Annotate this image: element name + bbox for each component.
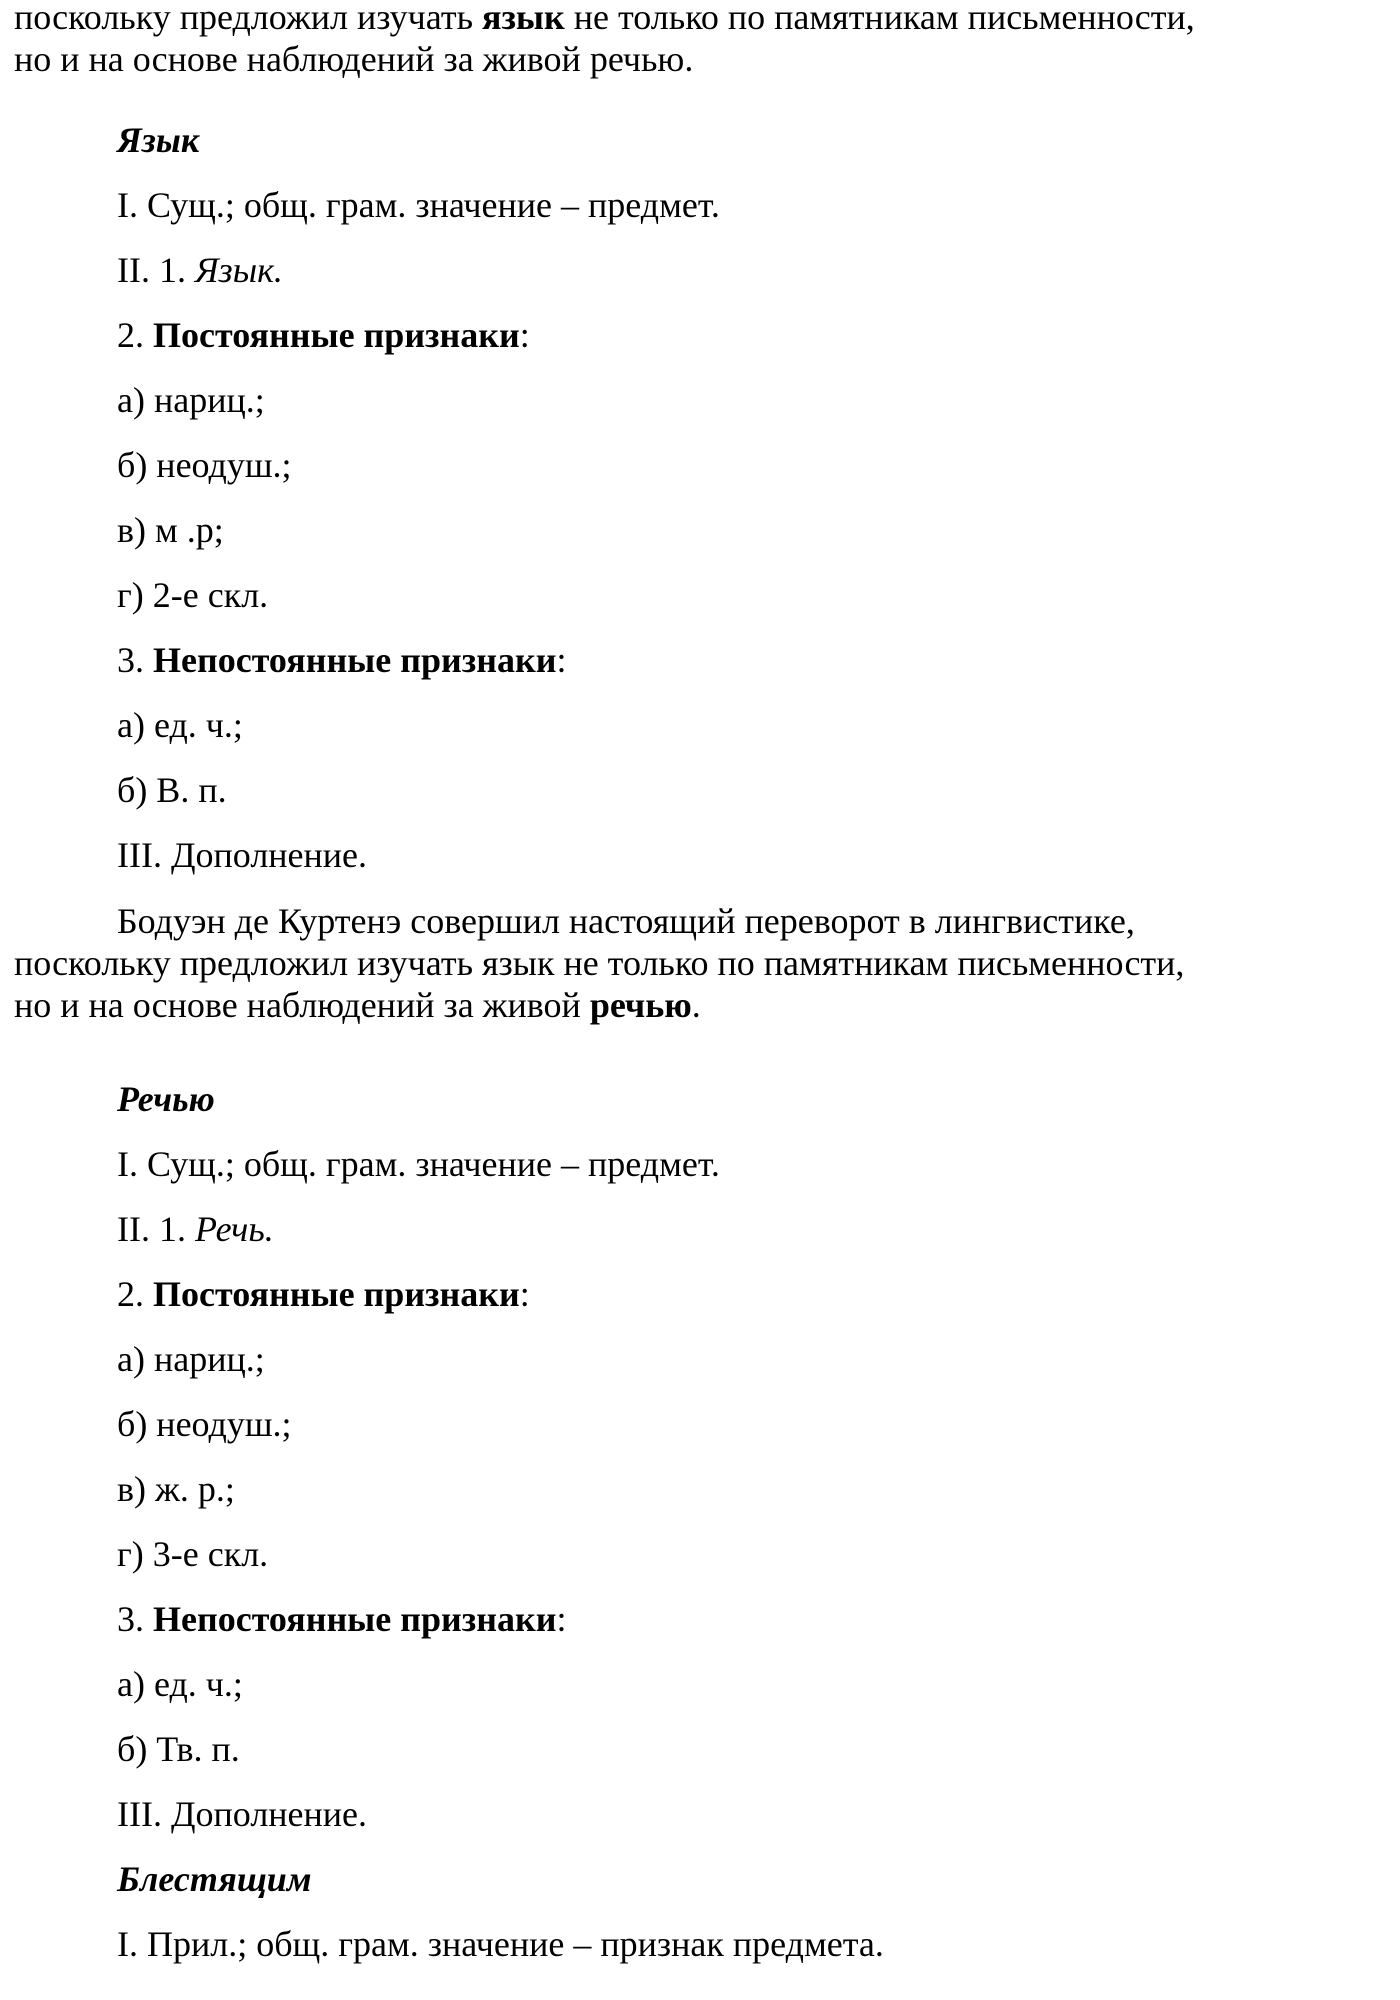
section-title-blestyaschim: Блестящим <box>117 1859 312 1899</box>
sentence-line-3-after: . <box>691 985 701 1025</box>
sentence-line-1: Бодуэн де Куртенэ совершил настоящий переворот в лингвистике, <box>117 901 1135 941</box>
yazyk-variable-num: 3. <box>117 640 153 680</box>
rech-part-2-num: II. 1. <box>117 1209 195 1249</box>
rech-part-1: I. Сущ.; общ. грам. значение – предмет. <box>117 1144 720 1184</box>
rech-part-2 <box>117 1207 274 1251</box>
rech-variable-label: Непостоянные признаки <box>153 1599 557 1639</box>
rech-constant-heading <box>117 1272 530 1316</box>
yazyk-constant-colon: : <box>519 315 530 355</box>
intro-line-2: но и на основе наблюдений за живой речью. <box>14 39 694 79</box>
rech-constant-item: б) неодуш.; <box>117 1404 292 1444</box>
yazyk-part-1: I. Сущ.; общ. грам. значение – предмет. <box>117 185 720 225</box>
yazyk-part-2 <box>117 248 283 292</box>
intro-text-after: не только по памятникам письменности, <box>564 0 1195 37</box>
yazyk-variable-label: Непостоянные признаки <box>153 640 557 680</box>
rech-constant-num: 2. <box>117 1274 153 1314</box>
rech-variable-heading <box>117 1597 567 1641</box>
yazyk-part-2-num: II. 1. <box>117 250 195 290</box>
rech-initial-form: Речь. <box>194 1209 274 1249</box>
paragraph-sentence <box>14 900 1394 1026</box>
rech-constant-colon: : <box>519 1274 530 1314</box>
yazyk-constant-heading <box>117 313 530 357</box>
section-title-yazyk: Язык <box>117 120 200 160</box>
rech-constant-item: в) ж. р.; <box>117 1469 235 1509</box>
intro-bold-word: язык <box>481 0 565 37</box>
yazyk-constant-num: 2. <box>117 315 153 355</box>
yazyk-constant-item: г) 2-е скл. <box>117 575 269 615</box>
yazyk-initial-form: Язык. <box>194 250 283 290</box>
yazyk-constant-item: в) м .р; <box>117 510 224 550</box>
yazyk-part-3: III. Дополнение. <box>117 835 368 875</box>
rech-constant-item: а) нариц.; <box>117 1339 265 1379</box>
yazyk-constant-label: Постоянные признаки <box>153 315 520 355</box>
intro-text-before: поскольку предложил изучать <box>14 0 482 37</box>
yazyk-variable-item: б) В. п. <box>117 770 227 810</box>
rech-part-3: III. Дополнение. <box>117 1794 368 1834</box>
yazyk-constant-item: а) нариц.; <box>117 380 265 420</box>
section-title-rech: Речью <box>117 1079 215 1119</box>
rech-constant-label: Постоянные признаки <box>153 1274 520 1314</box>
rech-variable-item: б) Тв. п. <box>117 1729 240 1769</box>
paragraph-intro <box>14 0 1394 80</box>
rech-constant-item: г) 3-е скл. <box>117 1534 269 1574</box>
yazyk-constant-item: б) неодуш.; <box>117 445 292 485</box>
sentence-bold-word: речью <box>589 985 692 1025</box>
rech-variable-colon: : <box>556 1599 567 1639</box>
yazyk-variable-heading <box>117 638 567 682</box>
yazyk-variable-colon: : <box>556 640 567 680</box>
sentence-line-3-before: но и на основе наблюдений за живой <box>14 985 590 1025</box>
rech-variable-num: 3. <box>117 1599 153 1639</box>
yazyk-variable-item: а) ед. ч.; <box>117 705 243 745</box>
rech-variable-item: а) ед. ч.; <box>117 1664 243 1704</box>
blestyaschim-part-1: I. Прил.; общ. грам. значение – признак предмета. <box>117 1924 884 1964</box>
sentence-line-2: поскольку предложил изучать язык не только по памятникам письменности, <box>14 943 1185 983</box>
